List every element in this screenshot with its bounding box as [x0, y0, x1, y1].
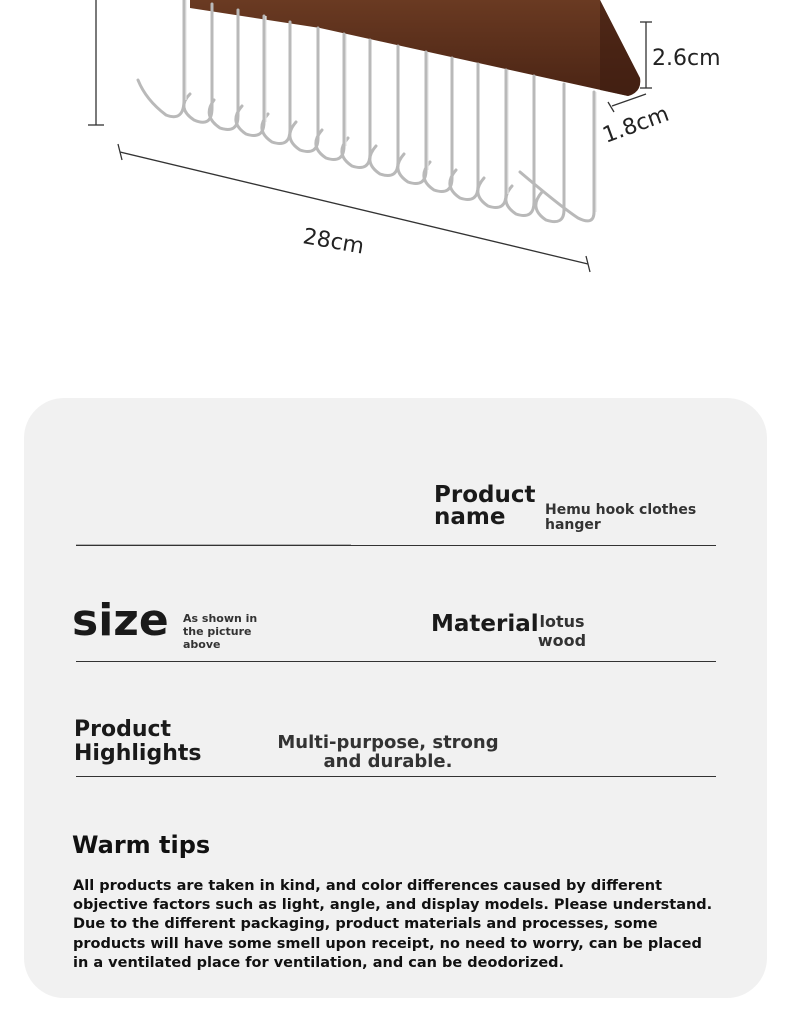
dimension-depth-label: 1.8cm — [599, 101, 673, 149]
warm-tips-body: All products are taken in kind, and color differences caused by different objective factors such as light, angle, and display models. Please understand. Due to the different packaging, product materials and processes, some products will have some smell upon receipt, no need to worry, can be placed in a ventilated place for ventilation, and can be deodorized. — [73, 878, 713, 971]
product-name-value: Hemu hook clothes hanger — [545, 502, 697, 533]
wood-bar — [190, 0, 640, 96]
dimension-height-label: 2.6cm — [652, 46, 721, 71]
size-value: As shown in the picture above — [183, 612, 258, 651]
size-label: size — [72, 595, 169, 646]
warm-tips-title: Warm tips — [72, 831, 211, 859]
divider — [76, 661, 716, 662]
divider — [76, 776, 716, 777]
product-dimension-figure — [0, 0, 790, 290]
spec-card — [24, 398, 767, 998]
product-name-label: Product name — [434, 482, 536, 530]
highlights-value: Multi-purpose, strong and durable. — [277, 732, 499, 772]
material-label: Material — [431, 611, 539, 637]
material-value: lotus wood — [537, 612, 587, 650]
divider — [76, 545, 716, 546]
dimension-length-label: 28cm — [300, 224, 366, 260]
highlights-label: Product Highlights — [74, 717, 202, 766]
